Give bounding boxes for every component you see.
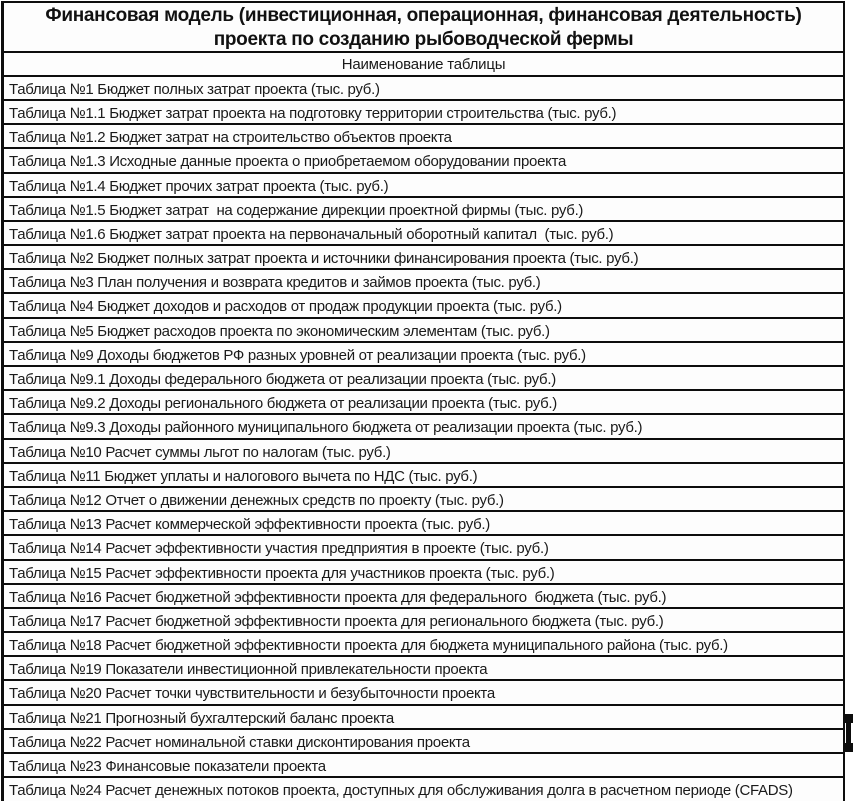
table-row[interactable]: Таблица №21 Прогнозный бухгалтерский баланс проекта [4, 706, 843, 730]
table-row[interactable]: Таблица №10 Расчет суммы льгот по налогам (тыс. руб.) [4, 440, 843, 464]
table-row[interactable]: Таблица №18 Расчет бюджетной эффективности проекта для бюджета муниципального района (тыс. руб.) [4, 633, 843, 657]
table-row[interactable]: Таблица №1.6 Бюджет затрат проекта на первоначальный оборотный капитал (тыс. руб.) [4, 222, 843, 246]
table-row[interactable]: Таблица №13 Расчет коммерческой эффективности проекта (тыс. руб.) [4, 512, 843, 536]
financial-model-table [1, 1, 845, 801]
table-row[interactable]: Таблица №11 Бюджет уплаты и налогового вычета по НДС (тыс. руб.) [4, 464, 843, 488]
column-header-table-name: Наименование таблицы [4, 53, 843, 77]
selection-fill-handle[interactable] [844, 743, 853, 752]
table-row[interactable]: Таблица №5 Бюджет расходов проекта по экономическим элементам (тыс. руб.) [4, 319, 843, 343]
table-row[interactable]: Таблица №1.4 Бюджет прочих затрат проекта (тыс. руб.) [4, 174, 843, 198]
table-row[interactable]: Таблица №1.2 Бюджет затрат на строительство объектов проекта [4, 125, 843, 149]
table-row[interactable]: Таблица №15 Расчет эффективности проекта для участников проекта (тыс. руб.) [4, 561, 843, 585]
active-cell-selection-marker[interactable] [843, 714, 855, 754]
table-row[interactable]: Таблица №22 Расчет номинальной ставки дисконтирования проекта [4, 730, 843, 754]
table-row[interactable]: Таблица №16 Расчет бюджетной эффективности проекта для федерального бюджета (тыс. руб.) [4, 585, 843, 609]
table-row[interactable]: Таблица №1.1 Бюджет затрат проекта на подготовку территории строительства (тыс. руб.) [4, 101, 843, 125]
table-row[interactable]: Таблица №1.5 Бюджет затрат на содержание дирекции проектной фирмы (тыс. руб.) [4, 198, 843, 222]
table-row[interactable]: Таблица №9.3 Доходы районного муниципального бюджета от реализации проекта (тыс. руб.) [4, 415, 843, 439]
table-row[interactable]: Таблица №3 План получения и возврата кредитов и займов проекта (тыс. руб.) [4, 270, 843, 294]
table-row[interactable]: Таблица №1.3 Исходные данные проекта о приобретаемом оборудовании проекта [4, 149, 843, 173]
table-row[interactable]: Таблица №2 Бюджет полных затрат проекта и источники финансирования проекта (тыс. руб.) [4, 246, 843, 270]
table-row[interactable]: Таблица №4 Бюджет доходов и расходов от продаж продукции проекта (тыс. руб.) [4, 294, 843, 318]
table-row[interactable]: Таблица №9 Доходы бюджетов РФ разных уровней от реализации проекта (тыс. руб.) [4, 343, 843, 367]
table-row[interactable]: Таблица №9.2 Доходы регионального бюджета от реализации проекта (тыс. руб.) [4, 391, 843, 415]
table-rows-container [4, 77, 843, 801]
table-row[interactable]: Таблица №12 Отчет о движении денежных средств по проекту (тыс. руб.) [4, 488, 843, 512]
table-row[interactable]: Таблица №14 Расчет эффективности участия предприятия в проекте (тыс. руб.) [4, 536, 843, 560]
table-row[interactable]: Таблица №23 Финансовые показатели проекта [4, 754, 843, 778]
table-row[interactable]: Таблица №20 Расчет точки чувствительности и безубыточности проекта [4, 681, 843, 705]
table-row[interactable]: Таблица №19 Показатели инвестиционной привлекательности проекта [4, 657, 843, 681]
table-row[interactable]: Таблица №1 Бюджет полных затрат проекта (тыс. руб.) [4, 77, 843, 101]
table-row[interactable]: Таблица №24 Расчет денежных потоков проекта, доступных для обслуживания долга в расчетном периоде (CFADS) [4, 778, 843, 801]
table-title: Финансовая модель (инвестиционная, операционная, финансовая деятельность) проекта по созданию рыбоводческой фермы [4, 3, 843, 53]
table-row[interactable]: Таблица №17 Расчет бюджетной эффективности проекта для регионального бюджета (тыс. руб.) [4, 609, 843, 633]
table-row[interactable]: Таблица №9.1 Доходы федерального бюджета от реализации проекта (тыс. руб.) [4, 367, 843, 391]
